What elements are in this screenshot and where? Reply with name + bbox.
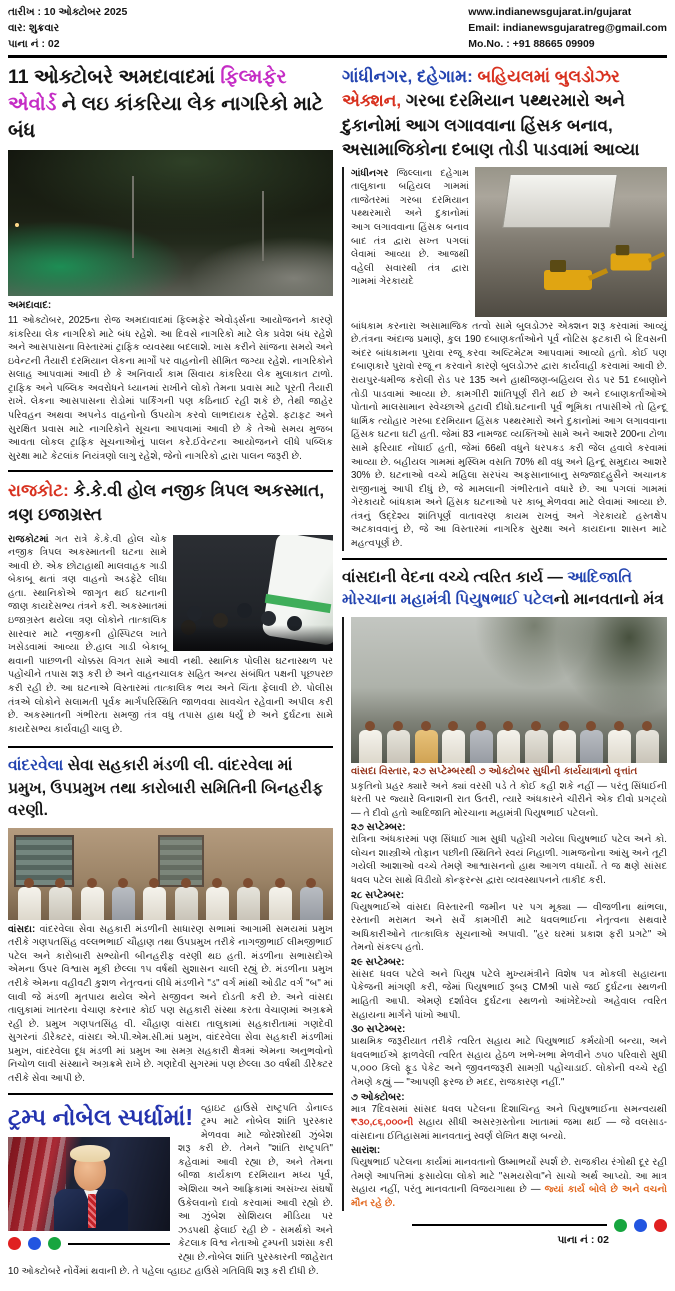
demolished-building xyxy=(502,174,617,228)
vandarwela-headline-rest: સેવા સહકારી મંડળી લી. વાંદરવેલા માં પ્રમુખ, ઉપપ્રમુખ તથા કારોબારી સમિતિની બિનહરીફ વરણી. xyxy=(8,757,324,820)
rule-line xyxy=(412,1224,607,1226)
green-dot-icon xyxy=(48,1237,61,1250)
section-divider xyxy=(342,558,667,560)
vansda-aid-amount: ₹૩૦,૮૬,૦૦૦ની xyxy=(351,1117,414,1129)
crowd-silhouettes xyxy=(187,606,202,621)
gandhinagar-headline-action: બહિયલમાં બુલડોઝર એક્શન, xyxy=(342,67,620,111)
person-figure xyxy=(636,730,659,763)
vansda-headline xyxy=(342,567,667,612)
rajkot-body-text: ગત રાત્રે કે.કે.વી હોલ ચોક નજીક ત્રિપલ અકસ્માતની ઘટના સામે આવી છે. એક છોટાહાથી માલવાહક ગાડી બેકાબૂ થતાં ત્રણ વાહનો અડફેટે લીધા હતા. સ્થાનિકોએ જાગૃત થઈ ઘટનાની જાણ કાયદેસભ્ય તંત્રને કરી. અકસ્માતમાં ઇજાગ્રસ્ત થયેલા ત્રણ લોકોને તાત્કાલિક સારવાર માટે નજીકની હોસ્પિટલ ખાતે ખસેડવામાં આવ્યા છે.હાલ ગાડી બેકાબૂ થવાની પાછળની ચોક્કસ વિગત સામે આવી નથી. સ્થાનિક પોલીસ ઘટનાસ્થળ પર પહોંચીને તપાસ શરૂ કરી છે અને વાહનચાલક સહિત અન્ય સંબંધિત પક્ષની પૂછપરછ કરી રહી છે. આ ઘટનાએ વિસ્તારમાં તાત્કાલિક ભય અને ચિંતા ફેલાવી છે. પોલીસ તંત્રએ લોકોને સલામતી પૂર્વક માર્ગપરિસ્થિતિ જાળવવા સાવચેત રહેવાની અપીલ કરી છે. અકસ્માતની ગંભીરતા સમજી તંત્ર વધુ તપાસ હાથ ધર્યું છે અને દુર્ઘટના સામે કાયદેસભ્ય કાર્યવાહી ચાલુ છે. xyxy=(8,533,333,735)
person-figure xyxy=(553,730,576,763)
person-figure xyxy=(269,887,292,920)
header-divider xyxy=(8,55,667,58)
article-gandhinagar-bulldozer xyxy=(342,65,667,550)
blue-dot-icon xyxy=(28,1237,41,1250)
filmfare-headline xyxy=(8,64,333,145)
trump-headline: ટ્રમ્પ નોબેલ સ્પર્ધામાં! xyxy=(8,1103,194,1130)
excavator-icon xyxy=(611,253,652,270)
vansda-summary-highlight: જ્યાં કાર્ય બોલે છે અને વચનો મૌન રહે છે. xyxy=(351,1184,667,1209)
group-members xyxy=(8,887,333,920)
person-figure xyxy=(580,730,603,763)
vansda-headline-post: નો માનવતાનો મંત્ર xyxy=(553,591,664,609)
person-figure xyxy=(525,730,548,763)
section-divider xyxy=(8,1093,333,1095)
vansda-summary-pre: પિયુષભાઈ પટેલના કાર્યમાં માનવતાનો ઉષ્માભર્યો સ્પર્શ છે. રાજકીય રંગોથી દૂર રહી તેમણે આપત્તિમાં ફસાયેલા લોકો માટે "સમયસેવા"ને સાચો અર્થ આપ્યો. આ માત્ર સહાય નહીં, પરંતુ માનવતાની વિજયગાથા છે — xyxy=(351,1157,667,1196)
header-date: તારીખ : 10 ઓક્ટોબર 2025 xyxy=(8,6,128,18)
vandarwela-body xyxy=(8,923,333,1086)
gandhinagar-intro-text: જિલ્લાના દહેગામ તાલુકાના બહિયલ ગામમાં તાજેતરમાં ગરબા દરમિયાન પથ્થરમારો અને દુકાનોમાં આગ લગાવવાના હિંસક બનાવ બાદ તંત્ર દ્વારા સખ્ત પગલાં લેવામાં આવ્યા છે. આજથી વહેલી સવારથી તંત્ર દ્વારા ગામમાં ગેરકાયદે xyxy=(351,167,469,288)
gandhinagar-headline-cities: ગાંધીનગર, દહેગામ: xyxy=(342,67,478,87)
rajkot-accident-photo xyxy=(173,535,333,651)
header-page-number: પાના નં : 02 xyxy=(8,37,60,50)
green-dot-icon xyxy=(614,1219,627,1232)
page-footer xyxy=(342,1219,667,1247)
header-day: વાર: શુક્રવાર xyxy=(8,21,60,34)
vansda-intro: પ્રકૃતિનો પ્રહર ક્યારે અને ક્યાં વરસી પડે તે કોઈ કહી શકે નહીં — પરંતુ સિંધાઈની ધરતી પર જ્યારે વિનાશની રાત ઉતરી, ત્યારે અંધકારને ચીરીને એક દીવો પ્રગટ્યો — તે દીવો હતો આદિજાતિ મોરચાના મહામંત્રી પિયુષભાઈ પટેલનો. xyxy=(351,780,667,819)
gandhinagar-headline-rest: ગરબા દરમિયાન પથ્થરમારો અને દુકાનોમાં આગ લગાવવાના હિંસક બનાવ, અસામાજિકોના દબાણ તોડી પાડવામાં આવ્યા xyxy=(342,91,640,159)
vansda-section-text xyxy=(351,1103,667,1144)
vansda-headline-pre: વાંસદાની વેદના વચ્ચે ત્વરિત કાર્ય — xyxy=(342,568,568,586)
gandhinagar-body: બાંધકામ કરનારા અસામાજિક તત્વો સામે બુલડોઝર એક્શન શરૂ કરવામાં આવ્યું છે.તંત્રના અંદાજ પ્રમાણે, કુલ 190 દબાણકર્તાઓને પૂર્વ નોટિસ ફટકારી બે દિવસની અંદર બાંધકામના પુરાવા રજૂ કરવા અલ્ટિમેટમ આપવામાં આવ્યો હતો. કોઈ પણ દબાણકારે પુરાવો રજૂ ન કરવાને કારણે બુલડોઝર દ્વારા કાર્યવાહી કરવામાં આવી છે. રાયપુર-ધમીજ કરોલી રોડ પર 135 અને હાથીજણ-બહિયલ રોડ પર 51 દબાણોને તોડી પાડવામાં આવ્યા છે. કામગીરી શાંતિપૂર્ણ રીતે થઈ છે અને દબાણકર્તાઓએ પોતાનો માલસામાન સ્વેચ્છાએ હટાવી દીધો.ઘટનાની પૂર્વ ભૂમિકા તપાસીએ તો હિન્દૂ ધાર્મિક ત્યોહાર ગરબા દરમિયાન હિંસક પથ્થરમારો અને દુકાનોમાં આગ લગાવવાના હિંસક ઘટના ઘટી હતી. જેમાં 83 નામજદ વ્યક્તિઓ સામે અને આશરે 200ના ટોળા સામે ફરિયાદ નોંધાઈ હતી, જેમાં 66થી વધુને ધરપકડ કરી જેલ હવાલે કરવામાં આવ્યા છે. બહીયલ ગામમાં મુસ્લિમ વસતિ 70% થી વધુ અને હિન્દૂ સમુદાય આશરે 30% છે. ઘટનાઓ વચ્ચે મહિલા સરપંચ અફસાનાબાનુ સજ્જાદહુસૈને અચાનક રાજીનામું આપી દીધું છે, જે મામલાની ગંભીરતાને વધારે છે. આ પગલાં ગામમાં ગેરકાયદે બાંધકામ અને હિંસક ઘટનાઓ પર કાબૂ મેળવવા માટે લેવામાં આવ્યા છે. તંત્રનું ઉદ્દેશ્ય શાંતિપૂર્ણ વાતાવરણ કાયમ રાખવું અને ગેરકાયદે હસ્તક્ષેપ અટકાવવાનું છે, જે આ વિસ્તારમાં નાગરિક સુરક્ષા અને કાયદાના શાસન માટે મહત્વપૂર્ણ છે. xyxy=(351,320,667,549)
section-divider xyxy=(8,470,333,472)
person-figure xyxy=(470,730,493,763)
vansda-body-block xyxy=(342,617,667,1211)
filmfare-dateline: અમદાવાદ: xyxy=(8,299,52,311)
group-members xyxy=(351,730,667,763)
rajkot-headline-city: રાજકોટ: xyxy=(8,481,69,501)
person-figure xyxy=(387,730,410,763)
rule-line xyxy=(68,1243,170,1245)
article-vandarwela-society xyxy=(8,755,333,1085)
vansda-section-label: ૨૭ સપ્ટેમ્બર: xyxy=(351,822,406,834)
excavator-icon xyxy=(544,270,592,290)
filmfare-headline-pre: 11 ઓક્ટોબરે અમદાવાદમાં xyxy=(8,66,221,89)
header-website: www.indianewsgujarat.in/gujarat xyxy=(468,6,632,18)
vansda-section-text: રાત્રિના અંધકારમાં પણ સિંધાઈ ગામ સુધી પહોંચી ગયેલા પિયુષભાઈ પટેલ અને કો. લોચન શાસ્ત્રીએ તોફાન પછીની સ્થિતિને સ્વયં નિહાળી. ગામજનોના આંસુ અને તૂટી ગયેલી આશાઓ વચ્ચે તેમણે આશ્વાસનનો હાથ આગળ વધાર્યો. તે જ ક્ષણે સાંસદ ધવલ પટેલ સાથે વિડીયો કોન્ફરન્સ દ્વારા વ્યવસ્થાપનને તાકીદ કરી. xyxy=(351,834,667,886)
person-figure xyxy=(112,887,135,920)
red-dot-icon xyxy=(8,1237,21,1250)
vansda-group-photo xyxy=(351,617,667,763)
lamp-pole xyxy=(132,176,134,258)
person-figure xyxy=(175,887,198,920)
gandhinagar-intro xyxy=(351,167,469,314)
person-figure xyxy=(300,887,323,920)
trump-media-block xyxy=(8,1137,170,1250)
color-dots-row xyxy=(8,1237,170,1250)
bulldozer-demolition-photo xyxy=(475,167,667,317)
vansda-oct7-pre: માત્ર 7દિવસમાં સાંસદ ધવલ પટેલના દિશાચિન્હ અને પિયુષભાઈના સમન્વયથી xyxy=(351,1103,667,1115)
rajkot-lead: રાજકોટમાં xyxy=(8,533,49,545)
article-vansda-relief xyxy=(342,567,667,1247)
page-header xyxy=(8,5,667,52)
person-figure xyxy=(442,730,465,763)
trump-body: વ્હાઇટ હાઉસે રાષ્ટ્રપતિ ડોનાલ્ડ ટ્રમ્પ માટે નોબેલ શાંતિ પુરસ્કાર મેળવવા માટે જોરશોરથી ઝુંબેશ શરૂ કરી છે. તેમને "શાંતિ રાષ્ટ્રપતિ" કહેવામાં આવી રહ્યા છે, અને તેમના બીજા કાર્યકાળ દરમિયાન મધ્ય પૂર્વ, એશિયા અને આફ્રિકામાં અસંખ્ય સંઘર્ષો ઉકેલવાનો દાવો કરવામાં આવી રહ્યો છે. આ ઝુંબેશ સોશિયલ મીડિયા પર ઝડપથી ફેલાઈ રહી છે - સમર્થકો અને કેટલાક વિશ્વ નેતાઓ ટ્રમ્પની પ્રશંસા કરી રહ્યા છે.નોબેલ શાંતિ પુરસ્કારની જાહેરાત 10 ઓક્ટોબરે નોર્વેમાં થવાની છે. તે પહેલા વ્હાઇટ હાઉસે ગતિવિધિ શરૂ કરી દીધી છે. xyxy=(8,1102,333,1277)
rajkot-headline-rest: કે.કે.વી હોલ નજીક ત્રિપલ અકસ્માત, ત્રણ ઇજાગ્રસ્ત xyxy=(8,481,325,525)
string-lights xyxy=(15,223,19,227)
vansda-section-text: સાંસદ ધવલ પટેલે અને પિયુષ પટેલે મુખ્યમંત્રીને વિશેષ પત્ર મોકલી સહાયના પેકેજની માંગણી કરી, જેમાં પિયુષભાઈ રૂબરૂ CMશ્રી પાસે જઈ દુર્ઘટના સ્થળની માહિતી આપી. એમણે દર્શાવેલ દુર્ઘટના સ્થળનો આંખેદેખ્યો અહેવાલ ત્વરિત સહાયના માર્ગને પાંખો આપી. xyxy=(351,968,667,1021)
kankaria-lake-night-photo xyxy=(8,150,333,296)
vandarwela-body-text: વાંદરવેલા સેવા સહકારી મંડળીની સાધારણ સભામાં આગામી સમયમાં પ્રમુખ તરીકે ગણપતસિંહ વલ્લભભાઈ ચૌહાણ તથા ઉપપ્રમુખ તરીકે નાગજીભાઈ લીમજીભાઈ પટેલ અને કારોબારી સભ્યોની બીનહરીફ વરણી થઇ હતી. મંડળીના સભાસદોએ એમના ઉપર વિશ્વાસ મૂકી છેલ્લા ૧૫ વર્ષથી સુશાસન ચાલી રહ્યું છે. મંડળીના પ્રમુખ તરીકે એમના વહીવટી કુશળ નેતૃત્વનાં લીધે મંડળીને "ડ" વર્ગ માંથી ઓડીટ વર્ગ "બ" માં લાવી જે મંડળી મૃતપાય થયેલ એને સજીવન અને દોડતી કરી છે. અને વાંસદા તાલુકામાં ખાતરના વેચાણ કરનાર કોઈ પણ સહકારી સંસ્થા કરતા વેચાણમાં અગ્રક્રમે રહી છે. પ્રમુખ ગણપતસિંહ વી. ચૌહાણ વાંસદા તાલુકામાં સહકારીતામાં ગણદેવી સુગરનાં ડીરેક્ટર, વાંસદા એ.પી.એમ.સી.માં પ્રમુખ, વાંદરવેલા સેવા સહકારી મંડળીમાં પ્રમુખ, વાંદરવેલા દૂધ મંડળી માં પ્રમુખ આ સમગ્ર સહકારી ક્ષેત્રમાં એમના અનુભવોનો નિચોળ લાવી સંસ્થાને અગ્રક્રમે રાખે છે. ગણદેવી સુગરમાં પણ છેલ્લા ૩૦ વર્ષથી ડીરેક્ટર તરીકે સેવા આપી છે. xyxy=(8,923,333,1085)
header-contact-block xyxy=(468,5,667,52)
vansda-section-label: ૩૦ સપ્ટેમ્બર: xyxy=(351,1024,406,1036)
photo-shadow xyxy=(173,625,333,651)
gandhinagar-intro-row xyxy=(351,167,667,317)
window-lattice xyxy=(158,835,204,887)
vansda-caption: વાંસદા વિસ્તાર, ૨૭ સપ્ટેમ્બરથી ૭ ઓક્ટોબર સુધીની કાર્યયાત્રાનો વૃત્તાંત xyxy=(351,765,638,777)
gandhinagar-lead: ગાંધીનગર xyxy=(351,167,389,179)
trump-photo xyxy=(8,1137,170,1231)
trump-hair xyxy=(70,1145,110,1162)
vandarwela-headline-highlight: વાંદરવેલા xyxy=(8,757,64,775)
filmfare-body: 11 ઓક્ટોબર, 2025ના રોજ અમદાવાદમાં ફિલ્મફેર એવોર્ડ્સના આયોજનને કારણે કાંકરિયા લેક નાગરિકો માટે બંધ રહેશે. આ દિવસે નાગરિકો માટે લેક પ્રવેશ બંધ રહેશે અને આસપાસના વિસ્તારમાં ટ્રાફિક વ્યવસ્થા બદલાશે. ખાસ કરીને સાંજના સમયે અને ઇવેન્ટની તૈયારી દરમિયાન લેકના માર્ગો પર વાહનોની સીમિત જગ્યા રહેશે. નાગરિકોને સલાહ આપવામાં આવી છે કે અનિવાર્ય કામ સિવાય કાંકરિયા લેક મુલાકાત ટાળો. ટ્રાફિક અને પબ્લિક અવરોધને ધ્યાનમાં રાખીને લોકો તેમના પ્રવાસ માટે પૂરતી તૈયારી રાખે. લેકના આસપાસના રોડોમાં પાર્કિંગની પણ કઠિનાઈ રહી શકે છે, તેથી જાહેર પરિવહન અથવા અપનેડ વાહનોનો ઉપયોગ કરવો લાભદાયક રહેશે. ફટાફટ અને સુરક્ષિત પ્રવાસ માટે નાગરિકોને સૂચના આપવામાં આવી છે કે તેઓ સમય મુજબ આવતા લોકલ ટ્રાફિક સૂચનાઓનું પાલન કરે.ઈવેન્ટના આયોજનને લીધે પબ્લિક સુરક્ષા માટે કેટલાંક નિયંત્રણો લાગુ રહેશે, જેનો નાગરિકો દ્વારા પાલન જરૂરી છે. xyxy=(8,314,334,462)
vansda-section-label: ૨૮ સપ્ટેમ્બર: xyxy=(351,889,405,901)
blue-dot-icon xyxy=(634,1219,647,1232)
left-column xyxy=(8,63,333,1281)
red-dot-icon xyxy=(654,1219,667,1232)
page-columns xyxy=(8,63,667,1281)
rajkot-headline xyxy=(8,479,333,527)
person-figure xyxy=(49,887,72,920)
person-figure xyxy=(206,887,229,920)
person-figure xyxy=(415,730,438,763)
header-phone: Mo.No. : +91 88665 09909 xyxy=(468,37,595,50)
filmfare-headline-post: ને લઇ કાંકરિયા લેક નાગરિકો માટે બંધ xyxy=(8,93,324,143)
gandhinagar-body-block xyxy=(342,167,667,551)
person-figure xyxy=(81,887,104,920)
vansda-section-text: પિયુષભાઈએ વાંસદા વિસ્તારની જમીન પર પગ મૂક્યા — વીજળીના થાંભલા, રસ્તાની મરામત અને સર્વે કામગીરી માટે ધવલભાઈના નેતૃત્વના સથવારે અધિકારીઓને તાત્કાલિક સૂચનાઓ અપાવી. "હર ઘરમાં પ્રકાશ ફરી પ્રગટે" એ તેમનો સંકલ્પ હતો. xyxy=(351,901,667,954)
vansda-summary xyxy=(351,1156,667,1210)
article-filmfare-kankaria xyxy=(8,64,333,463)
window-lattice xyxy=(14,835,74,887)
header-date-block xyxy=(8,5,127,52)
person-figure xyxy=(608,730,631,763)
section-divider xyxy=(8,746,333,748)
person-figure xyxy=(143,887,166,920)
trump-tie xyxy=(88,1194,96,1228)
vandarwela-group-photo xyxy=(8,828,333,920)
person-figure xyxy=(237,887,260,920)
article-rajkot-accident xyxy=(8,479,333,739)
footer-page-number: પાના નં : 02 xyxy=(557,1233,609,1246)
vansda-section-label: સારાંશ: xyxy=(351,1145,381,1157)
header-email: Email: indianewsgujaratreg@gmail.com xyxy=(468,21,667,34)
vansda-section-label: ૭ ઓક્ટોબર: xyxy=(351,1091,405,1103)
footer-rule-row xyxy=(342,1219,667,1232)
person-figure xyxy=(18,887,41,920)
vandarwela-headline xyxy=(8,755,333,822)
gandhinagar-headline xyxy=(342,65,667,162)
article-trump-nobel xyxy=(8,1102,333,1282)
vansda-section-text: પ્રાથમિક જરૂરીયાત તરીકે ત્વરિત સહાય માટે પિયુષભાઈ કર્મયોગી બન્યા, અને ધવલભાઈએ ફાળવેલી ત્વરિત સહાય હેઠળ ખભે-ખભા મેળવીને ૭૫૦ પરિવારો સુધી ૫,૦૦૦ કિલો ફૂડ પેકેટ અને જીવનજરૂરી સામગ્રી પહોંચાડાઈ. લોકોની વચ્ચે રહી તેમણે કહ્યું — "આપણી ફરજ છે મદદ, રાજકારણ નહીં." xyxy=(351,1036,667,1088)
vansda-section-label: ૨૯ સપ્ટેમ્બર: xyxy=(351,956,405,968)
right-column xyxy=(342,63,667,1246)
vandarwela-lead: વાંસદા: xyxy=(8,923,36,935)
vansda-oct7-post: સહાય સીધી અસરગ્રસ્તોના ખાતામાં જમા થઈ — જે વલસાડ-વાંસદાના ઈતિહાસમાં માનવતાનું સ્વર્ણ લેખિત ક્ષણ બન્યો. xyxy=(351,1117,667,1142)
person-figure xyxy=(497,730,520,763)
filmfare-headline-highlight: ફિલ્મફેર એવોર્ડ xyxy=(8,66,287,116)
lamp-pole xyxy=(262,191,264,261)
person-figure xyxy=(359,730,382,763)
vansda-headline-highlight: આદિજાતિ મોરચાના મહામંત્રી પિયુષભાઈ પટેલ xyxy=(342,568,633,609)
